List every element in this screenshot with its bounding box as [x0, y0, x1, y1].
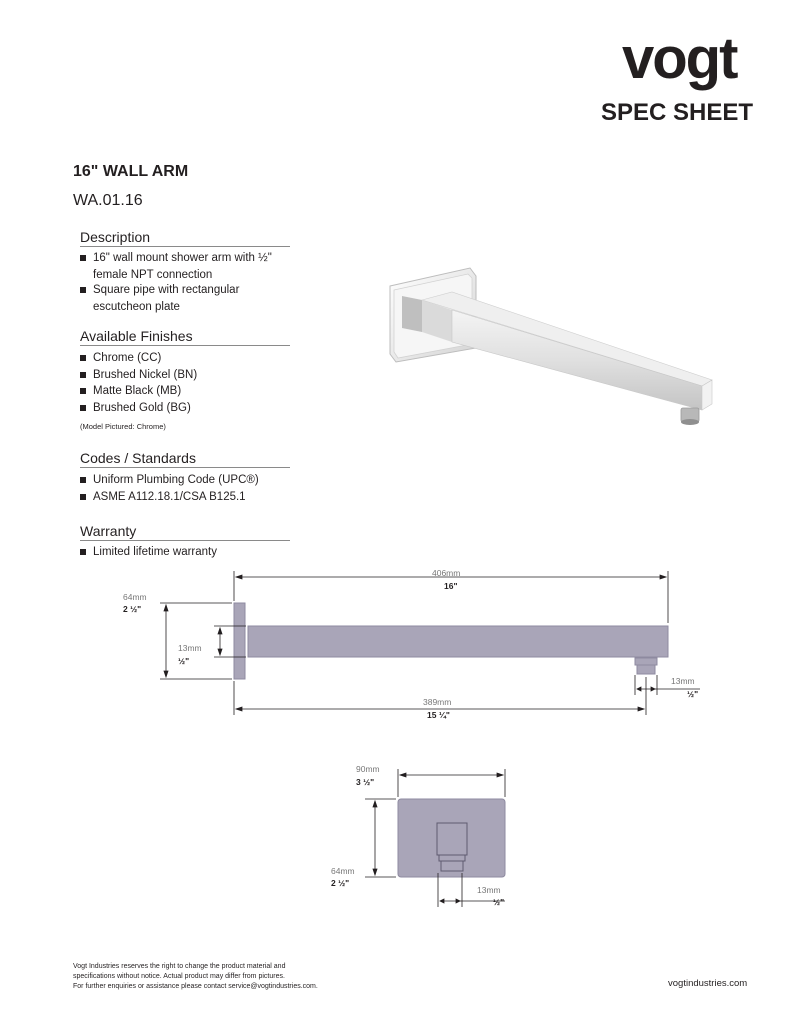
- outlet: [637, 665, 655, 674]
- website-link[interactable]: vogtindustries.com: [668, 978, 748, 989]
- product-title: 16" WALL ARM: [73, 163, 189, 180]
- plate-height-mm: 64mm: [123, 592, 147, 602]
- escutcheon-plate: [234, 603, 245, 679]
- description-heading: Description: [80, 229, 290, 247]
- description-list: [80, 250, 310, 315]
- overall-length-mm: 406mm: [432, 568, 461, 578]
- arm-pipe: [248, 626, 668, 657]
- bullet-icon: [80, 549, 86, 555]
- overall-length-in: 16": [444, 581, 458, 591]
- escutcheon-front: [398, 799, 505, 877]
- vogt-logo: vogt: [622, 26, 737, 91]
- outlet-width-mm: 13mm: [671, 676, 695, 686]
- codes-list: [80, 472, 259, 505]
- footer-disclaimer: Vogt Industries reserves the right to change the product material and specifications without notice. Actual product may differ from pictures. For further enquiries or assistance please contact service@vogtindustries.com.: [73, 963, 318, 990]
- front-height-mm: 64mm: [331, 866, 355, 876]
- pipe-height-mm: 13mm: [178, 643, 202, 653]
- bullet-icon: [80, 355, 86, 361]
- product-image: [380, 262, 720, 434]
- list-item: Matte Black (MB): [80, 383, 197, 400]
- outlet-collar: [635, 658, 657, 665]
- pipe-length-in: 15 ¼": [427, 710, 450, 720]
- outlet-width-in: ½": [687, 689, 699, 699]
- front-outlet-mm: 13mm: [477, 885, 501, 895]
- warranty-heading: Warranty: [80, 523, 290, 541]
- list-item: Square pipe with rectangular escutcheon plate: [80, 282, 310, 315]
- product-model: WA.01.16: [73, 192, 143, 209]
- bullet-icon: [80, 388, 86, 394]
- list-item: Uniform Plumbing Code (UPC®): [80, 472, 259, 489]
- list-item: Limited lifetime warranty: [80, 544, 217, 561]
- codes-heading: Codes / Standards: [80, 450, 290, 468]
- list-item: Brushed Gold (BG): [80, 400, 197, 417]
- model-pictured-note: (Model Pictured: Chrome): [80, 422, 166, 431]
- bullet-icon: [80, 255, 86, 261]
- list-item: 16" wall mount shower arm with ½" female NPT connection: [80, 250, 310, 283]
- finishes-heading: Available Finishes: [80, 328, 290, 346]
- pipe-height-in: ½": [178, 656, 190, 666]
- bullet-icon: [80, 287, 86, 293]
- finishes-list: [80, 350, 197, 416]
- plate-height-in: 2 ½": [123, 604, 142, 614]
- front-outlet-in: ½": [493, 897, 505, 907]
- front-width-in: 3 ½": [356, 777, 375, 787]
- spec-sheet-label: SPEC SHEET: [601, 99, 754, 126]
- bullet-icon: [80, 477, 86, 483]
- front-height-in: 2 ½": [331, 878, 350, 888]
- bullet-icon: [80, 494, 86, 500]
- front-width-mm: 90mm: [356, 764, 380, 774]
- pipe-length-mm: 389mm: [423, 697, 452, 707]
- list-item: Brushed Nickel (BN): [80, 367, 197, 384]
- list-item: Chrome (CC): [80, 350, 197, 367]
- warranty-list: [80, 544, 217, 561]
- list-item: ASME A112.18.1/CSA B125.1: [80, 489, 259, 506]
- bullet-icon: [80, 372, 86, 378]
- bullet-icon: [80, 405, 86, 411]
